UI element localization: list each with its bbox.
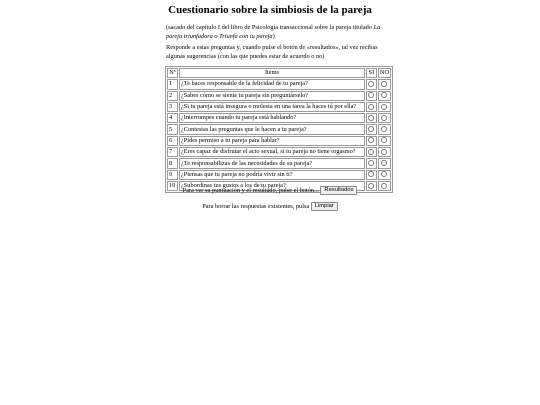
table-row — [167, 91, 391, 101]
header-items: Ítems — [179, 68, 365, 78]
intro-text — [166, 24, 381, 41]
answer-cell-yes — [366, 158, 377, 168]
table-row — [167, 170, 391, 180]
answer-cell-no — [378, 124, 391, 134]
radio-no[interactable] — [381, 160, 387, 166]
table-row — [167, 136, 391, 146]
question-number: 10 — [167, 181, 178, 191]
question-text: ¿Subordinas tus gustos a los de tu pareja? — [179, 181, 365, 191]
intro-text-start: (sacado del capítulo I del libro de Psicología transaccional sobre la pareja titulado — [166, 24, 374, 31]
results-label: Para ver su puntuación y el resultado, pulse el botón... — [182, 187, 319, 194]
question-number: 4 — [167, 113, 178, 123]
question-text: ¿Si tu pareja está insegura o molesta en una tarea la haces tú por ella? — [179, 102, 365, 112]
table-row — [167, 113, 391, 123]
book-title: La pareja triunfadora o Triunfa con tu pareja — [166, 24, 381, 40]
answer-cell-yes — [366, 79, 377, 89]
header-yes: SI — [366, 68, 377, 78]
question-number: 2 — [167, 91, 178, 101]
table-row — [167, 158, 391, 168]
radio-yes[interactable] — [368, 149, 374, 155]
radio-no[interactable] — [381, 171, 387, 177]
answer-cell-no — [378, 113, 391, 123]
questions-table — [165, 66, 393, 193]
question-text: ¿Pides permiso a tu pareja para hablar? — [179, 136, 365, 146]
answer-cell-yes — [366, 124, 377, 134]
answer-cell-no — [378, 79, 391, 89]
header-num: Nº — [167, 68, 178, 78]
results-line — [0, 186, 540, 195]
radio-yes[interactable] — [368, 115, 374, 121]
question-number: 5 — [167, 124, 178, 134]
radio-no[interactable] — [381, 92, 387, 98]
table-row — [167, 147, 391, 157]
answer-cell-yes — [366, 91, 377, 101]
radio-yes[interactable] — [368, 81, 374, 87]
question-text: ¿Contestas las preguntas que le hacen a tu pareja? — [179, 124, 365, 134]
question-text: ¿Eres capaz de disfrutar el acto sexual, si tu pareja no tiene orgasmo? — [179, 147, 365, 157]
question-number: 6 — [167, 136, 178, 146]
question-text: ¿Interrumpes cuando tu pareja está hablando? — [179, 113, 365, 123]
instructions-text: Responde a estas preguntas y, cuando pulse el botón de «resultados», tal vez recibas algunas sugerencias (con las que puedes estar de acuerdo o no) — [166, 44, 378, 60]
question-number: 9 — [167, 170, 178, 180]
answer-cell-yes — [366, 113, 377, 123]
question-number: 1 — [167, 79, 178, 89]
answer-cell-yes — [366, 147, 377, 157]
radio-no[interactable] — [381, 115, 387, 121]
radio-no[interactable] — [381, 81, 387, 87]
answer-cell-yes — [366, 136, 377, 146]
question-text: ¿Te haces responsable de la felicidad de tu pareja? — [179, 79, 365, 89]
question-number: 8 — [167, 158, 178, 168]
header-no: NO — [378, 68, 391, 78]
page-title: Cuestionario sobre la simbiosis de la pareja — [168, 4, 372, 16]
radio-yes[interactable] — [368, 137, 374, 143]
answer-cell-no — [378, 102, 391, 112]
answer-cell-no — [378, 147, 391, 157]
answer-cell-no — [378, 136, 391, 146]
radio-no[interactable] — [381, 137, 387, 143]
clear-button[interactable]: Limpiar — [311, 202, 338, 211]
question-number: 7 — [167, 147, 178, 157]
radio-yes[interactable] — [368, 160, 374, 166]
radio-yes[interactable] — [368, 126, 374, 132]
clear-line — [0, 202, 540, 211]
question-number: 3 — [167, 102, 178, 112]
question-text: ¿Sabes cómo se siente tu pareja sin preguntárselo? — [179, 91, 365, 101]
radio-yes[interactable] — [368, 171, 374, 177]
table-row — [167, 79, 391, 89]
answer-cell-yes — [366, 102, 377, 112]
radio-no[interactable] — [381, 126, 387, 132]
results-button[interactable]: Resultados — [320, 186, 357, 195]
radio-yes[interactable] — [368, 92, 374, 98]
clear-label: Para borrar las respuestas existentes, pulsa — [202, 203, 310, 210]
intro-text-end: ) — [272, 32, 275, 40]
table-header-row — [167, 68, 391, 78]
radio-no[interactable] — [381, 149, 387, 155]
answer-cell-no — [378, 91, 391, 101]
answer-cell-no — [378, 158, 391, 168]
question-text: ¿Piensas que tu pareja no podría vivir sin ti? — [179, 170, 365, 180]
radio-no[interactable] — [381, 104, 387, 110]
table-row — [167, 124, 391, 134]
question-text: ¿Te responsabilizas de las necesidades de su pareja? — [179, 158, 365, 168]
answer-cell-yes — [366, 170, 377, 180]
answer-cell-no — [378, 170, 391, 180]
radio-yes[interactable] — [368, 104, 374, 110]
table-row — [167, 102, 391, 112]
